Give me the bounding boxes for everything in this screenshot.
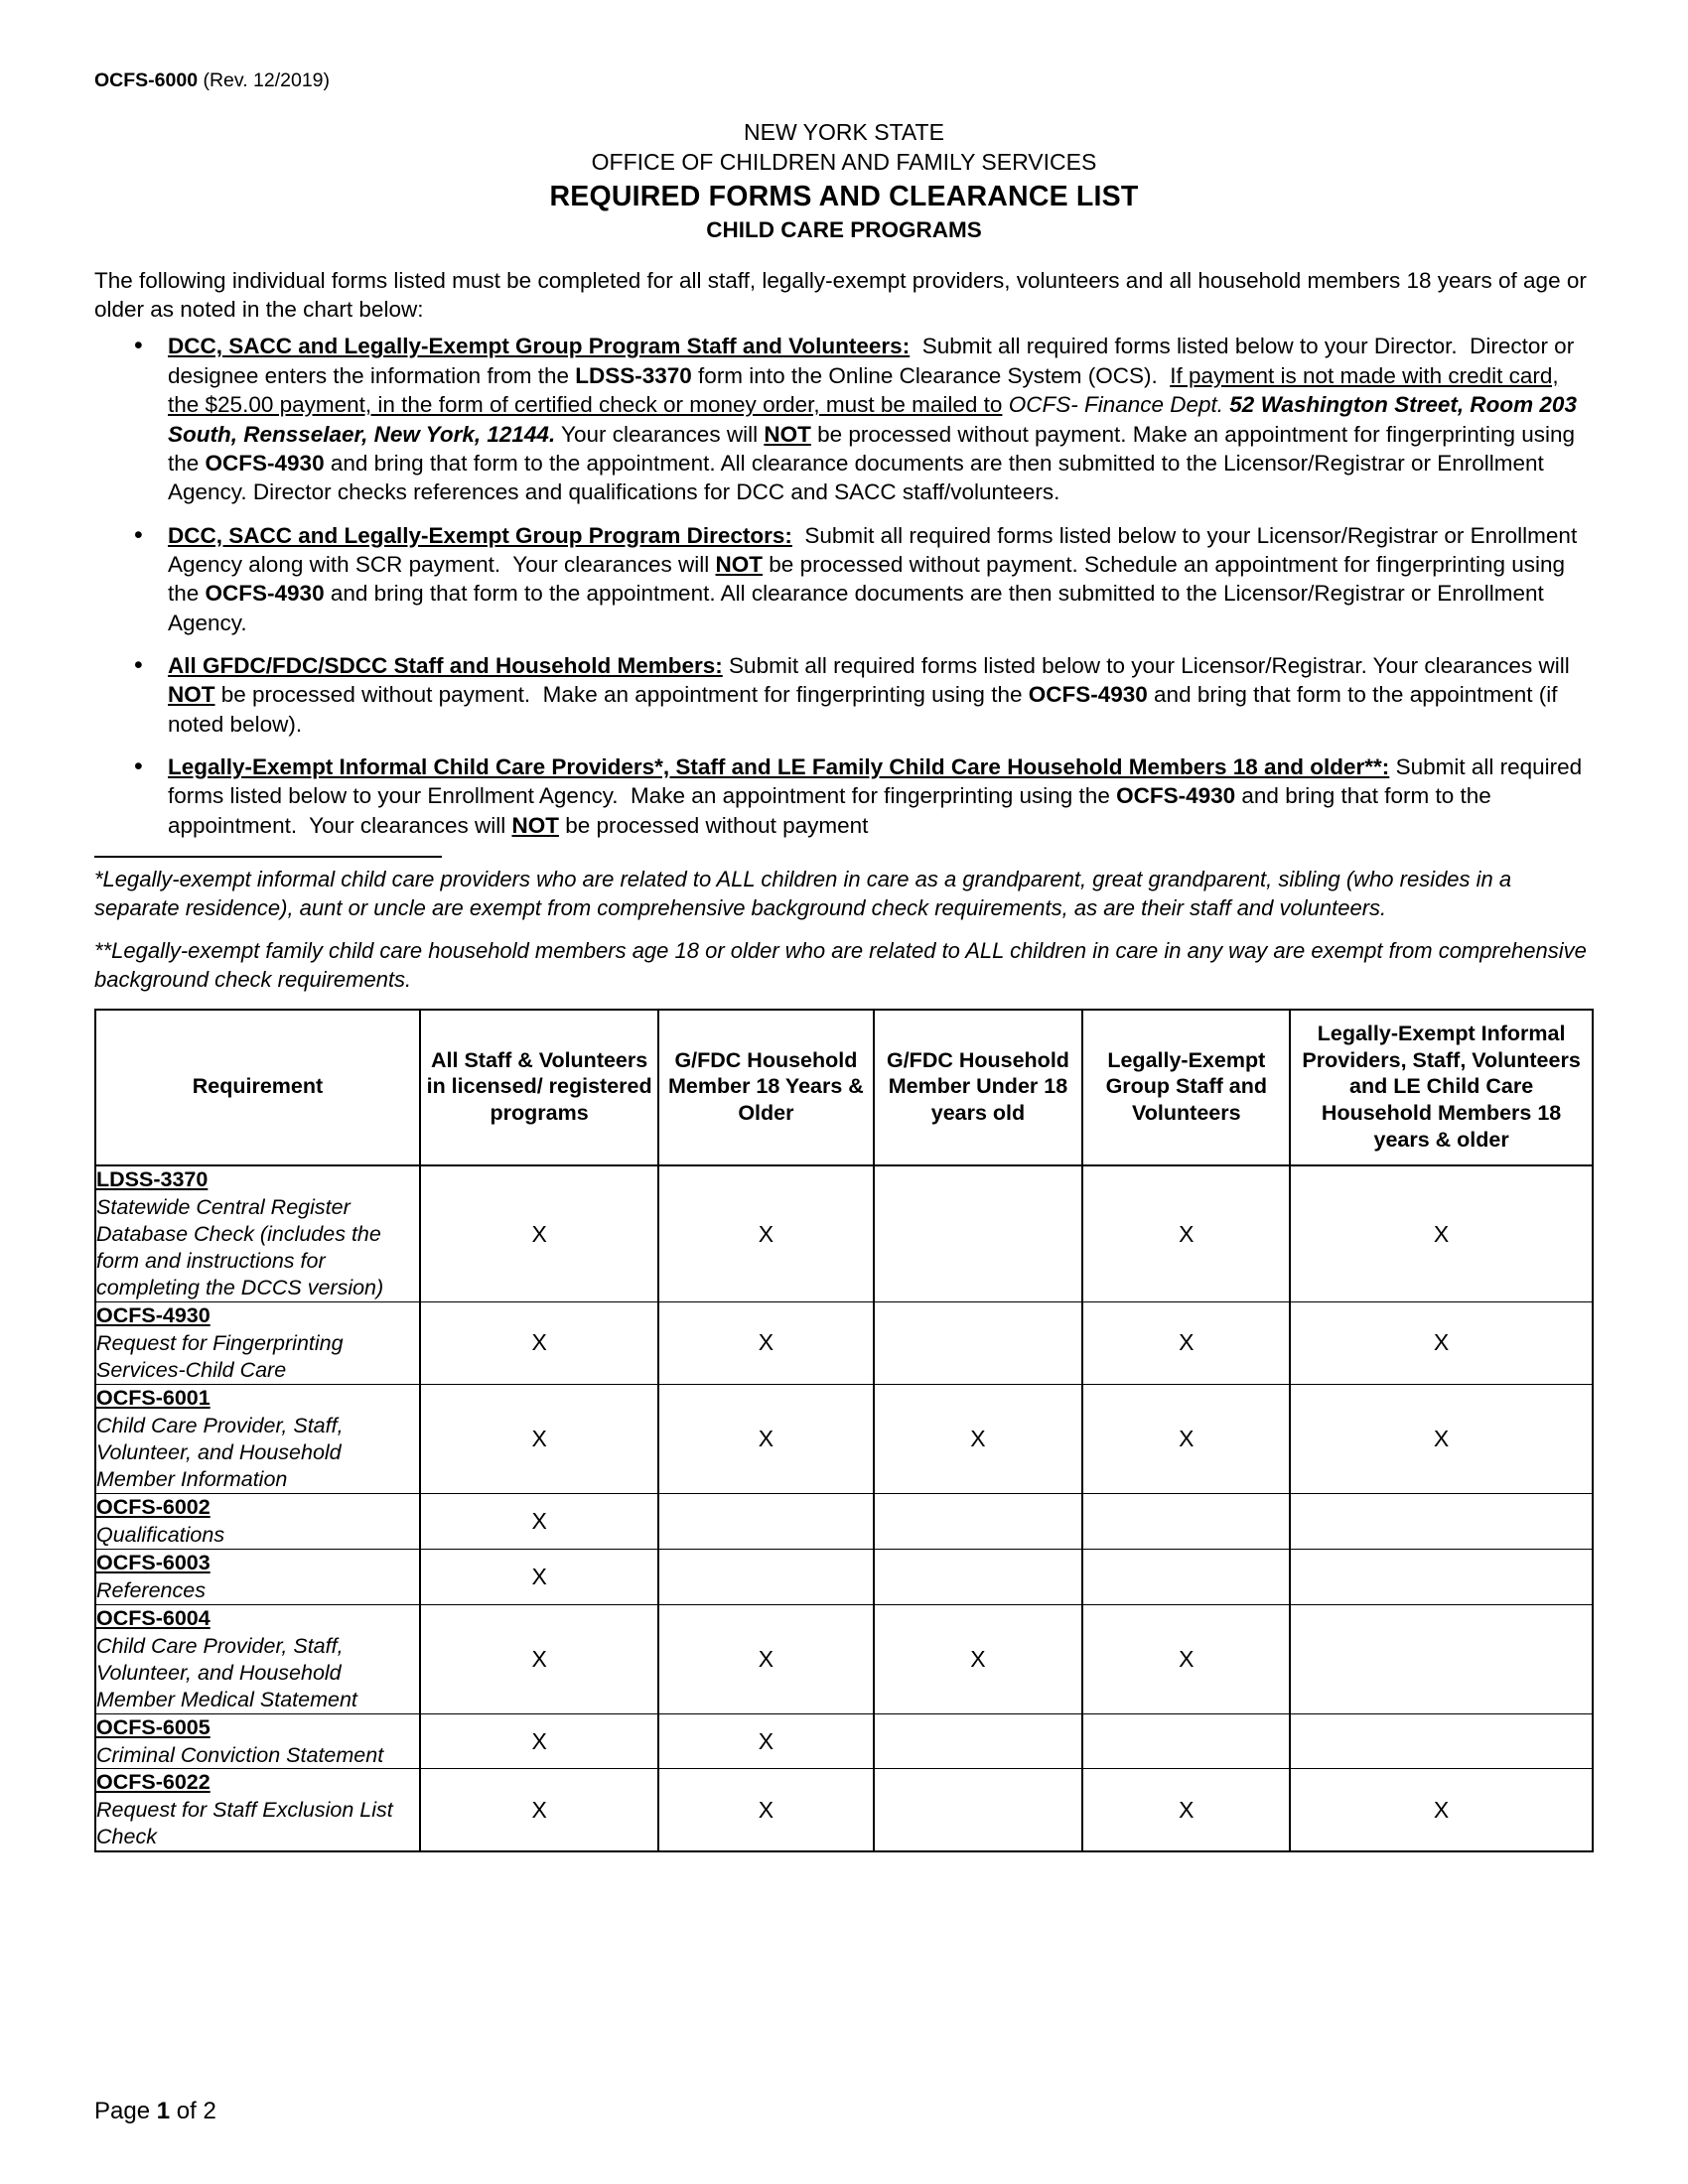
bullet-body: Submit all required forms listed below to your Enrollment Agency. Make an appointment for fingerprinting using the OCFS-4930 and bring that form to the appointment. Your clearances will NOT be processed without payment — [168, 754, 1583, 838]
requirement-cell — [95, 1769, 420, 1851]
form-name: OCFS-6001 — [96, 1385, 211, 1410]
footer-page-number: 1 — [156, 2098, 171, 2125]
mark-cell: X — [1082, 1769, 1290, 1851]
mark-cell: X — [658, 1769, 873, 1851]
form-name: OCFS-6003 — [96, 1550, 211, 1574]
form-name: LDSS-3370 — [96, 1167, 209, 1192]
form-description: Criminal Conviction Statement — [96, 1742, 384, 1767]
mark-cell: X — [658, 1713, 873, 1769]
agency-state-line: NEW YORK STATE — [744, 119, 944, 146]
requirement-cell — [95, 1549, 420, 1604]
mark-cell: X — [1290, 1769, 1593, 1851]
mark-cell — [874, 1713, 1083, 1769]
mark-cell: X — [420, 1493, 658, 1549]
mark-cell: X — [420, 1384, 658, 1493]
form-description: Request for Staff Exclusion List Check — [96, 1798, 393, 1849]
mark-cell — [874, 1493, 1083, 1549]
bullet-heading: DCC, SACC and Legally-Exempt Group Program Directors: — [168, 522, 792, 548]
bullet-body: Submit all required forms listed below to your Director. Director or designee enters the information from the LDSS-3370 form into the Online Clearance System (OCS). If payment is not made with credit card, the $25.00 payment, in the form of certified check or money order, must be mailed to OCFS- Finance Dept. 52 Washington Street, Room 203 South, Rensselaer, New York, 12144. Your clearances will NOT be processed without payment. Make an appointment for fingerprinting using the OCFS-4930 and bring that form to the appointment. All clearance documents are then submitted to the Licensor/Registrar or Enrollment Agency. Director checks references and qualifications for DCC and SACC staff/volunteers. — [168, 334, 1577, 505]
requirement-cell — [95, 1165, 420, 1301]
footnote-divider — [94, 856, 442, 858]
agency-office-line: OFFICE OF CHILDREN AND FAMILY SERVICES — [591, 149, 1097, 176]
bullet-body: Submit all required forms listed below to your Licensor/Registrar or Enrollment Agency along with SCR payment. Your clearances will NOT be processed without payment. Schedule an appointment for fingerprinting using the OCFS-4930 and bring that form to the appointment. All clearance documents are then submitted to the Licensor/Registrar or Enrollment Agency. — [168, 522, 1578, 635]
list-item — [94, 521, 1594, 637]
mark-cell: X — [658, 1384, 873, 1493]
table-header — [95, 1010, 1593, 1165]
requirements-table — [94, 1009, 1594, 1853]
list-item — [94, 332, 1594, 506]
column-header-legally-exempt-group: Legally-Exempt Group Staff and Volunteers — [1082, 1010, 1290, 1165]
mark-cell: X — [874, 1384, 1083, 1493]
form-code-line — [94, 69, 1594, 92]
mark-cell: X — [420, 1713, 658, 1769]
bullet-body: Submit all required forms listed below to your Licensor/Registrar. Your clearances will NOT be processed without payment. Make an appointment for fingerprinting using the OCFS-4930 and bring that form to the appointment (if noted below). — [168, 653, 1570, 737]
mark-cell: X — [658, 1604, 873, 1713]
requirement-cell — [95, 1302, 420, 1385]
requirement-cell — [95, 1713, 420, 1769]
mark-cell: X — [1290, 1384, 1593, 1493]
footnote-double-asterisk: **Legally-exempt family child care household members age 18 or older who are related to ALL children in care in any way are exempt from comprehensive background check requirements. — [94, 938, 1587, 992]
table-row — [95, 1549, 1593, 1604]
table-row — [95, 1604, 1593, 1713]
mark-cell — [1082, 1493, 1290, 1549]
table-row — [95, 1384, 1593, 1493]
mark-cell — [1290, 1713, 1593, 1769]
mark-cell: X — [658, 1165, 873, 1301]
mark-cell: X — [420, 1604, 658, 1713]
table-row — [95, 1769, 1593, 1851]
mark-cell — [874, 1302, 1083, 1385]
column-header-gfdc-household-18-older: G/FDC Household Member 18 Years & Older — [658, 1010, 873, 1165]
column-header-requirement: Requirement — [95, 1010, 420, 1165]
mark-cell: X — [1290, 1165, 1593, 1301]
form-name: OCFS-6005 — [96, 1714, 211, 1739]
form-description: Child Care Provider, Staff, Volunteer, and Household Member Medical Statement — [96, 1633, 357, 1711]
form-description: References — [96, 1577, 206, 1602]
table-row — [95, 1493, 1593, 1549]
form-description: Child Care Provider, Staff, Volunteer, and Household Member Information — [96, 1413, 344, 1491]
requirement-cell — [95, 1604, 420, 1713]
bullet-heading: Legally-Exempt Informal Child Care Providers*, Staff and LE Family Child Care Household Members 18 and older**: — [168, 754, 1390, 780]
table-row — [95, 1713, 1593, 1769]
list-item — [94, 651, 1594, 739]
form-name: OCFS-6022 — [96, 1770, 211, 1795]
form-name: OCFS-6002 — [96, 1494, 211, 1519]
form-description: Statewide Central Register Database Check (includes the form and instructions for completing the DCCS version) — [96, 1195, 384, 1300]
form-description: Request for Fingerprinting Services-Child Care — [96, 1330, 344, 1382]
mark-cell — [874, 1549, 1083, 1604]
mark-cell: X — [1290, 1302, 1593, 1385]
mark-cell — [658, 1549, 873, 1604]
footer-page-total: 2 — [203, 2098, 216, 2125]
form-description: Qualifications — [96, 1522, 225, 1547]
page-title: REQUIRED FORMS AND CLEARANCE LIST — [549, 181, 1139, 213]
mark-cell: X — [420, 1302, 658, 1385]
form-name: OCFS-6004 — [96, 1605, 211, 1630]
mark-cell — [1290, 1604, 1593, 1713]
requirement-cell — [95, 1493, 420, 1549]
mark-cell: X — [658, 1302, 873, 1385]
form-revision: (Rev. 12/2019) — [203, 69, 331, 91]
mark-cell: X — [874, 1604, 1083, 1713]
column-header-legally-exempt-informal: Legally-Exempt Informal Providers, Staff, Volunteers and LE Child Care Household Members 18 years & older — [1290, 1010, 1593, 1165]
instructions-list — [94, 332, 1594, 840]
mark-cell: X — [420, 1769, 658, 1851]
list-item — [94, 752, 1594, 840]
requirement-cell — [95, 1384, 420, 1493]
mark-cell — [658, 1493, 873, 1549]
mark-cell: X — [420, 1549, 658, 1604]
table-body — [95, 1165, 1593, 1851]
mark-cell — [1082, 1713, 1290, 1769]
page-footer — [94, 2098, 216, 2126]
document-header — [94, 118, 1594, 245]
column-header-all-staff-volunteers: All Staff & Volunteers in licensed/ registered programs — [420, 1010, 658, 1165]
mark-cell — [1290, 1493, 1593, 1549]
mark-cell: X — [1082, 1302, 1290, 1385]
mark-cell — [874, 1165, 1083, 1301]
page-subtitle: CHILD CARE PROGRAMS — [706, 217, 982, 243]
mark-cell — [874, 1769, 1083, 1851]
footer-of-label: of — [176, 2098, 197, 2125]
intro-paragraph: The following individual forms listed must be completed for all staff, legally-exempt providers, volunteers and all household members 18 years of age or older as noted in the chart below: — [94, 267, 1587, 322]
form-name: OCFS-4930 — [96, 1303, 211, 1327]
mark-cell: X — [1082, 1384, 1290, 1493]
footnote-single-asterisk: *Legally-exempt informal child care providers who are related to ALL children in care as a grandparent, great grandparent, sibling (who resides in a separate residence), aunt or uncle are exempt from comprehensive background check requirements, as are their staff and volunteers. — [94, 867, 1512, 921]
mark-cell — [1082, 1549, 1290, 1604]
column-header-gfdc-household-under-18: G/FDC Household Member Under 18 years old — [874, 1010, 1083, 1165]
footer-page-label: Page — [94, 2098, 151, 2125]
form-code: OCFS-6000 — [94, 69, 199, 91]
mark-cell: X — [1082, 1604, 1290, 1713]
table-row — [95, 1302, 1593, 1385]
bullet-heading: DCC, SACC and Legally-Exempt Group Program Staff and Volunteers: — [168, 334, 911, 359]
table-header-row — [95, 1010, 1593, 1165]
bullet-heading: All GFDC/FDC/SDCC Staff and Household Members: — [168, 653, 723, 679]
mark-cell: X — [1082, 1165, 1290, 1301]
table-row — [95, 1165, 1593, 1301]
mark-cell: X — [420, 1165, 658, 1301]
mark-cell — [1290, 1549, 1593, 1604]
